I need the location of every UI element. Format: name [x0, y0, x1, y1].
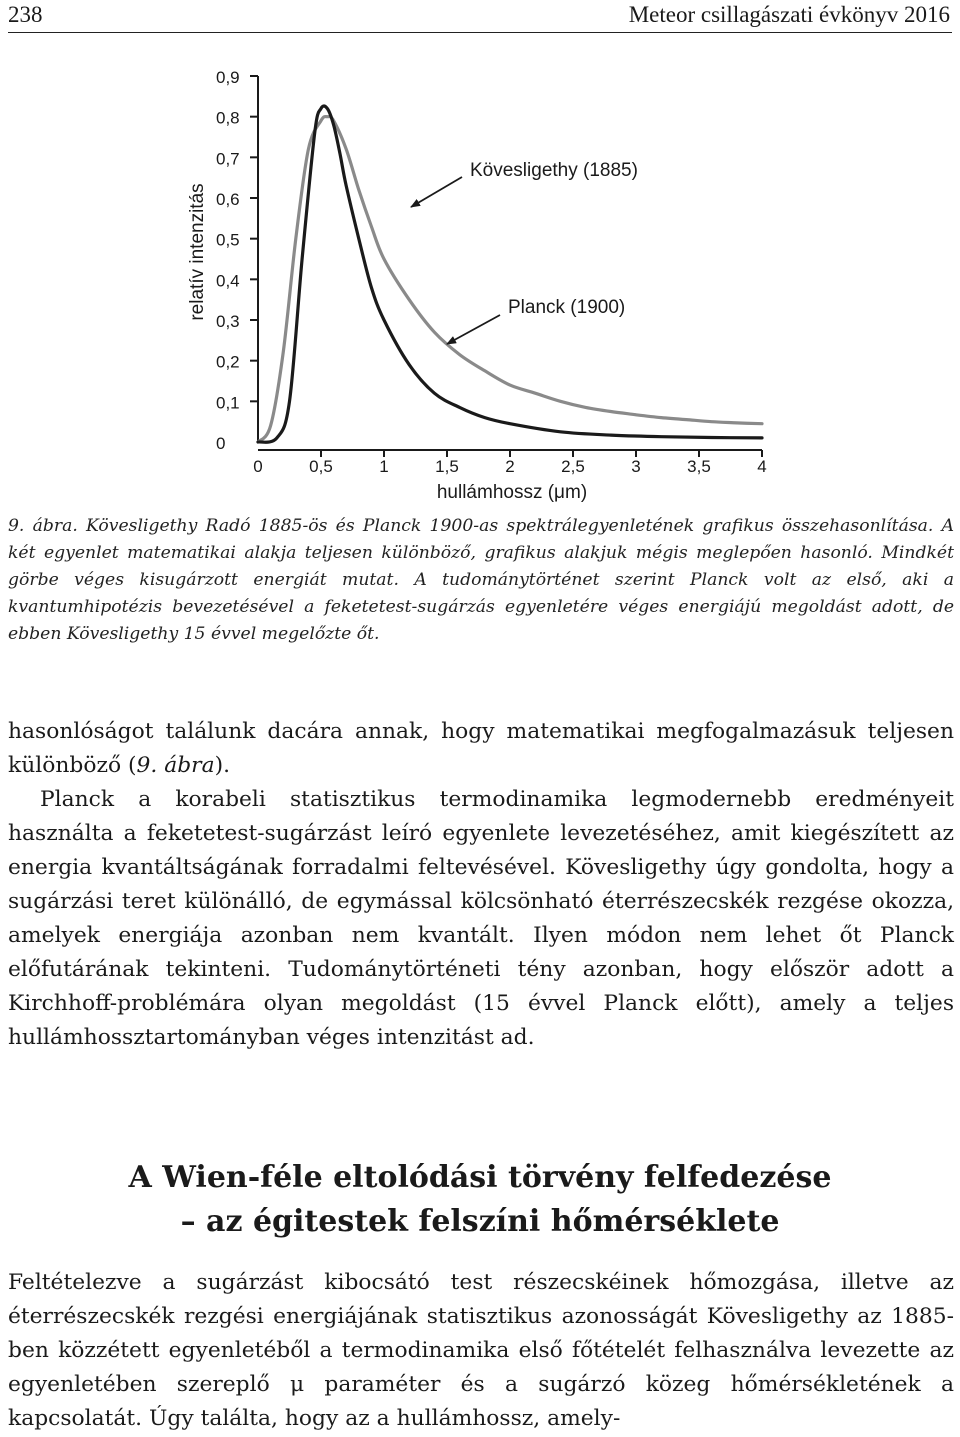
- figure-label: 9. ábra.: [8, 516, 78, 536]
- paragraph: [8, 715, 954, 783]
- body-text: [8, 715, 954, 1055]
- y-axis: [216, 68, 258, 453]
- x-tick-label: 1,5: [435, 457, 459, 476]
- x-tick-label: 2: [505, 457, 515, 476]
- x-tick-label: 0: [253, 457, 263, 476]
- y-tick-label: 0,2: [216, 352, 240, 372]
- series-lines: [258, 106, 762, 442]
- figure-reference: 9. ábra: [136, 753, 215, 778]
- x-tick-label: 3,5: [687, 457, 711, 476]
- x-tick-label: 3: [631, 457, 641, 476]
- section-heading-line: A Wien-féle eltolódási törvény felfedezése: [128, 1160, 832, 1195]
- annotation-arrow-kovesligethy: [411, 177, 462, 207]
- y-tick-label: 0,4: [216, 271, 240, 291]
- running-head: [8, 0, 952, 33]
- y-tick-label: 0,3: [216, 312, 240, 331]
- y-tick-label: 0,7: [216, 149, 240, 169]
- figure-caption: [8, 513, 954, 648]
- y-tick-label: 0,9: [216, 68, 240, 87]
- section-body: [8, 1266, 954, 1436]
- y-tick-label: 0,5: [216, 230, 240, 250]
- annotation-kovesligethy: Kövesligethy (1885): [470, 160, 638, 181]
- y-tick-label: 0,6: [216, 190, 240, 209]
- y-tick-label: 0,8: [216, 108, 240, 128]
- x-tick-label: 4: [757, 457, 767, 476]
- x-axis-label: hullámhossz (μm): [436, 482, 588, 503]
- caption-text: Kövesligethy Radó 1885-ös és Planck 1900-as spektrálegyenletének grafikus összehasonlítása. A két egyenlet matematikai alakja teljesen különböző, grafikus alakjuk mégis meglepően hasonló. Mindkét görbe véges kisugárzott energiát mutat. A tudománytörténet szerint Planck volt az első, aki a kvantumhipotézis bevezetésével a feketetest-sugárzás egyenletére véges energiájú megoldást adott, de ebben Kövesligethy 15 évvel megelőzte őt.: [8, 516, 954, 644]
- x-tick-label: 2,5: [561, 457, 585, 476]
- x-axis: [253, 450, 766, 476]
- running-title: Meteor csillagászati évkönyv 2016: [628, 2, 950, 27]
- annotation-arrow-planck: [447, 315, 500, 344]
- paragraph: Planck a korabeli statisztikus termodinamika legmodernebb eredményeit használta a feketetest-sugárzást leíró egyenlete levezetéséhez, amit kiegészített az energia kvantáltságának forradalmi feltevésével. Kövesligethy úgy gondolta, hogy a sugárzási teret különálló, de egymással kölcsönható éterrészecskék rezgése okozza, amelyek energiája azonban nem kvantált. Ilyen módon nem lehet őt Planck előfutárának tekinteni. Tudománytörténeti tény azonban, hogy először adott a Kirchhoff-problémára olyan megoldást (15 évvel Planck előtt), amely a teljes hullámhossztartományban véges intenzitást ad.: [8, 787, 954, 1050]
- paragraph-text: hasonlóságot találunk dacára annak, hogy matematikai megfogalmazásuk teljesen különböző (: [8, 719, 954, 778]
- y-tick-label: 0: [216, 434, 226, 453]
- x-tick-label: 0,5: [309, 457, 333, 476]
- y-tick-label: 0,1: [216, 393, 240, 413]
- paragraph-text: ).: [214, 753, 231, 778]
- section-heading: [0, 1156, 960, 1244]
- annotation-planck: Planck (1900): [508, 297, 626, 318]
- y-axis-label: relatív intenzitás: [187, 183, 208, 321]
- section-heading-line: – az égitestek felszíni hőmérséklete: [180, 1204, 780, 1239]
- page-number: 238: [8, 2, 43, 27]
- paragraph: Feltételezve a sugárzást kibocsátó test részecskéinek hőmozgása, illetve az éterrészecskék rezgési energiájának statisztikus azonosságát Kövesligethy az 1885-ben közzétett egyenletéből a termodinamika első főtételét felhasználva levezette az egyenletében szereplő μ paraméter és a sugárzó közeg hőmérsékletének a kapcsolatát. Úgy találta, hogy az a hullámhossz, amely-: [8, 1270, 954, 1431]
- x-tick-label: 1: [379, 457, 389, 476]
- series-line-planck: [258, 106, 762, 442]
- spectral-chart: [0, 40, 960, 510]
